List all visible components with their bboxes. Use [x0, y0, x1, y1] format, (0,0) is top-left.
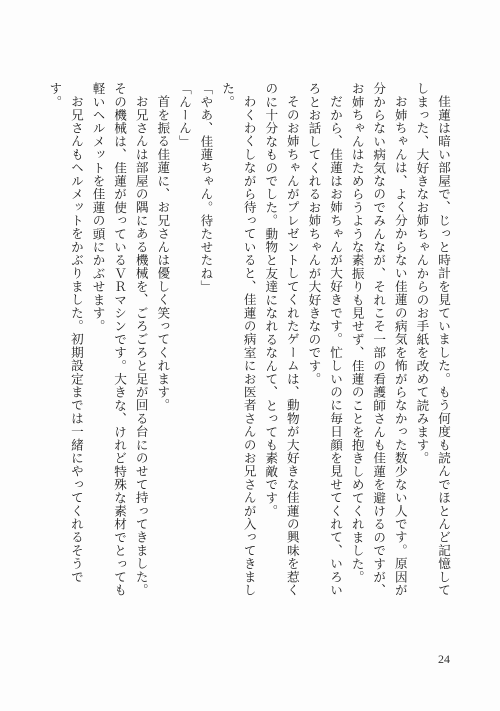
- paragraph: お兄さんもヘルメットをかぶりました。初期設定までは一緒にやってくれるそうです。: [47, 82, 84, 583]
- paragraph: わくわくしながら待っていると、佳蓮の病室にお医者さんのお兄さんが入ってきました。: [220, 82, 257, 597]
- paragraph: 首を振る佳蓮に、お兄さんは優しく笑ってくれます。: [155, 94, 171, 412]
- paragraph: そのお姉ちゃんがプレゼントしてくれたゲームは、動物が大好きな佳蓮の興味を惹くのに十分なものでした。動物と友達になれるなんて、とっても素敵です。: [263, 82, 300, 597]
- paragraph: だから、佳蓮はお姉ちゃんが大好きです。忙しいのに毎日顔を見せてくれて、いろいろとお話してくれるお姉ちゃんが大好きなのです。: [306, 82, 344, 597]
- paragraph: お兄さんは部屋の隅にある機械を、ごろごろと足が回る台にのせて持ってきました。その機械は、佳蓮が使っているＶＲマシンです。大きな、けれど特殊な素材でとっても軽いヘルメットを佳蓮の頭にかぶせます。: [90, 82, 149, 597]
- page-number: 24: [438, 652, 450, 666]
- dialogue-line: 「んーん」: [176, 82, 192, 148]
- paragraph: お姉ちゃんは、よく分からない佳蓮の病気を怖がらなかった数少ない人です。原因が分からない病気なのでみんなが、それこそ一部の看護師さんも佳蓮を避けるのですが、お姉ちゃんはためらうような素振りも見せず、佳蓮のことを抱きしめてくれました。: [349, 82, 408, 597]
- dialogue-line: 「やあ、佳蓮ちゃん。待たせたね」: [198, 82, 214, 294]
- paragraph: 佳蓮は暗い部屋で、じっと時計を見ていました。もう何度も読んでほとんど記憶してしまった、大好きなお姉ちゃんからのお手紙を改めて読みます。: [414, 82, 451, 597]
- vertical-text-body: [44, 82, 454, 602]
